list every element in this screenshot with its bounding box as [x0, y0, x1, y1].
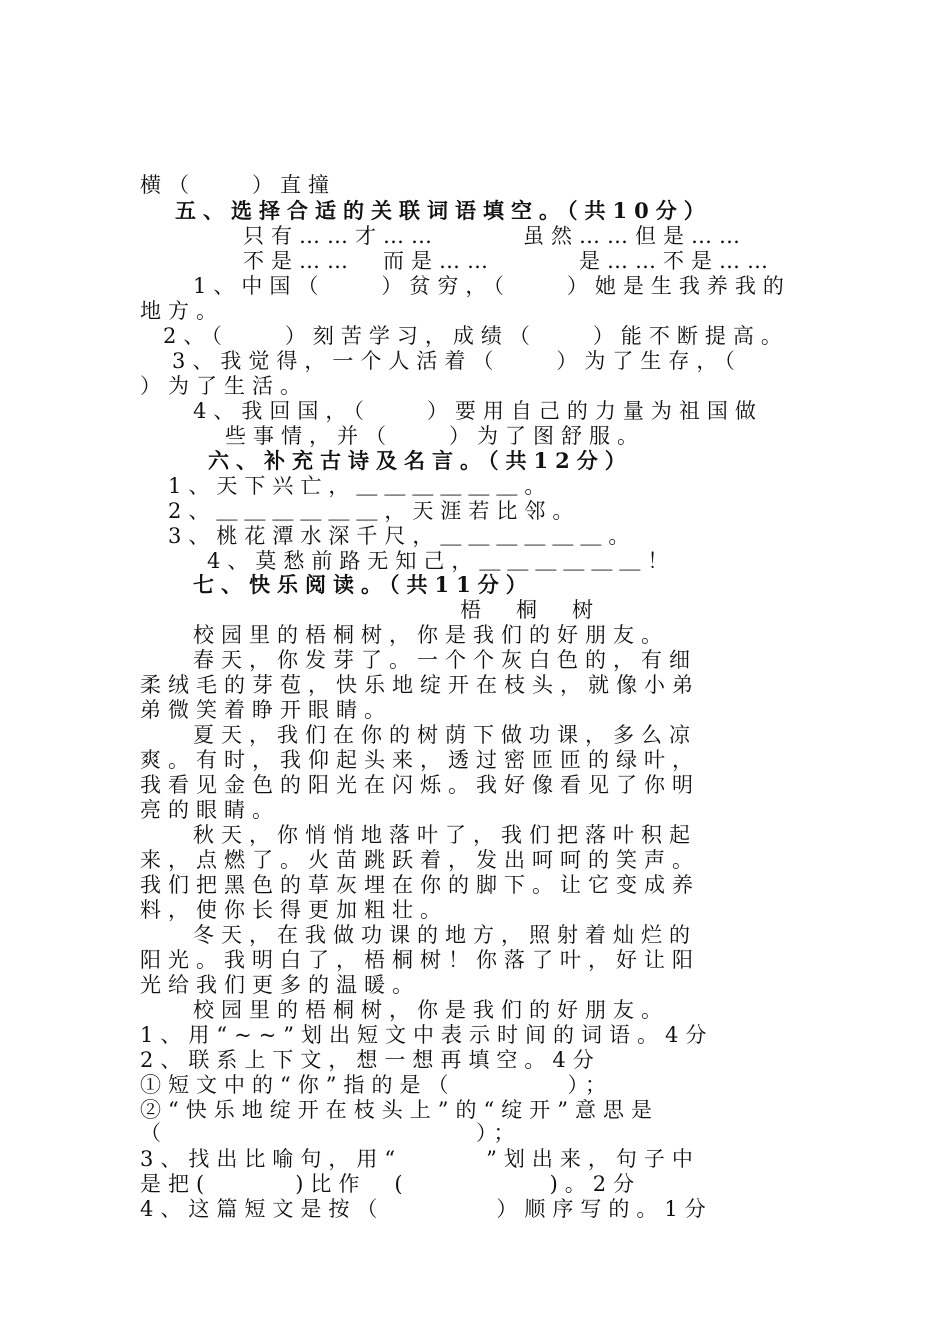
- section-heading-6: 六、补充古诗及名言。（共12分）: [208, 448, 633, 473]
- question-item: 3、桃花潭水深千尺，＿＿＿＿＿＿。: [168, 524, 637, 548]
- passage-line: 夏天，我们在你的树荫下做功课，多么凉: [193, 723, 697, 747]
- question-item: ①短文中的“你”指的是（ ）；: [140, 1073, 613, 1097]
- passage-line: 校园里的梧桐树，你是我们的好朋友。: [193, 998, 669, 1022]
- passage-line: 光给我们更多的温暖。: [140, 973, 420, 997]
- passage-line: 来，点燃了。火苗跳跃着，发出呵呵的笑声。: [140, 848, 700, 872]
- question-item: 1、天下兴亡，＿＿＿＿＿＿。: [168, 474, 553, 498]
- passage-line: 阳光。我明白了，梧桐树！你落了叶，好让阳: [140, 948, 700, 972]
- question-item: 1、用“~~”划出短文中表示时间的词语。4分: [140, 1023, 714, 1047]
- passage-line: 爽。有时，我仰起头来，透过密匝匝的绿叶，: [140, 748, 700, 772]
- question-item: 3、我觉得，一个人活着（ ）为了生存，（: [172, 349, 742, 373]
- question-item: 2、＿＿＿＿＿＿，天涯若比邻。: [168, 499, 581, 523]
- passage-line: 弟微笑着睁开眼睛。: [140, 698, 392, 722]
- question-item: 2、（ ）刻苦学习，成绩（ ）能不断提高。: [163, 324, 789, 348]
- section-heading-5: 五、选择合适的关联词语填空。（共10分）: [175, 198, 712, 223]
- passage-line: 春天，你发芽了。一个个灰白色的，有细: [193, 648, 697, 672]
- passage-line: 亮的眼睛。: [140, 798, 280, 822]
- passage-title: 梧 桐 树: [460, 598, 600, 622]
- question-item: 3、找出比喻句，用“ ”划出来，句子中: [140, 1147, 700, 1171]
- question-item: 4、我回国，（ ）要用自己的力量为祖国做: [193, 399, 763, 423]
- passage-line: 我们把黑色的草灰埋在你的脚下。让它变成养: [140, 873, 700, 897]
- text-line: 地方。: [140, 299, 224, 323]
- question-item: 2、联系上下文，想一想再填空。4分: [140, 1048, 601, 1072]
- passage-line: 柔绒毛的芽苞，快乐地绽开在枝头，就像小弟: [140, 673, 700, 697]
- passage-line: 料，使你长得更加粗壮。: [140, 898, 448, 922]
- question-item: 4、莫愁前路无知己，＿＿＿＿＿＿！: [207, 549, 676, 573]
- passage-line: 我看见金色的阳光在闪烁。我好像看见了你明: [140, 773, 700, 797]
- passage-line: 秋天，你悄悄地落叶了，我们把落叶积起: [193, 823, 697, 847]
- word-options: 只有……才…… 虽然……但是……: [243, 224, 747, 248]
- question-item: 1、中国（ ）贫穷，（ ）她是生我养我的: [193, 274, 791, 298]
- question-item: （ ）；: [140, 1121, 522, 1145]
- text-line: 些事情，并（ ）为了图舒服。: [225, 424, 645, 448]
- text-line: ）为了生活。: [140, 374, 308, 398]
- question-item: ②“快乐地绽开在枝头上”的“绽开”意思是: [140, 1098, 659, 1122]
- question-item: 是把( )比作 ( )。2分: [140, 1172, 642, 1196]
- passage-line: 校园里的梧桐树，你是我们的好朋友。: [193, 623, 669, 647]
- passage-line: 冬天，在我做功课的地方，照射着灿烂的: [193, 923, 697, 947]
- question-item: 4、这篇短文是按（ ）顺序写的。1分: [140, 1197, 713, 1221]
- section-heading-7: 七、快乐阅读。（共11分）: [193, 572, 534, 597]
- word-options: 不是…… 而是…… 是……不是……: [243, 249, 775, 273]
- text-line: 横（ ）直撞: [140, 173, 336, 197]
